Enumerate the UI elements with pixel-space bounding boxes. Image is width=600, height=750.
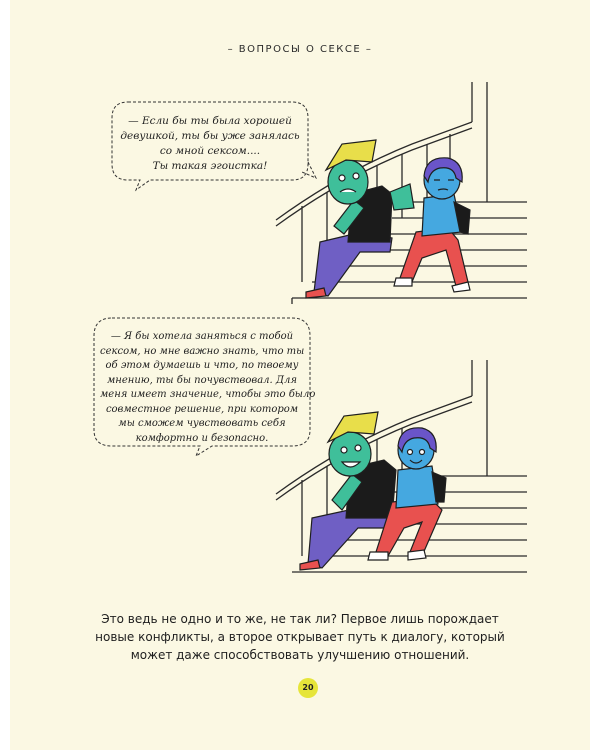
speech-line: сексом, но мне важно знать, что ты <box>100 345 305 357</box>
book-page <box>10 0 590 750</box>
speech-line: совместное решение, при котором <box>105 403 299 415</box>
speech-line: комфортно и безопасно. <box>135 432 269 444</box>
speech-line: мы сможем чувствовать себя <box>118 418 286 429</box>
speech-line: мнению, ты бы почувствовал. Для <box>106 374 298 386</box>
body-paragraph <box>70 610 530 664</box>
paragraph-line: Это ведь не одно и то же, не так ли? Первое лишь порождает <box>101 612 499 626</box>
boy-character <box>306 140 414 298</box>
speech-line: меня имеет значение, чтобы это было <box>100 389 316 400</box>
girl-character <box>394 158 470 292</box>
speech-line: девушкой, ты бы уже занялась <box>120 130 300 142</box>
speech-line: Ты такая эгоистка! <box>152 160 268 172</box>
paragraph-line: новые конфликты, а второе открывает путь к диалогу, который <box>95 630 505 644</box>
speech-line: со мной сексом.... <box>159 145 261 157</box>
speech-line: — Если бы ты была хорошей <box>128 115 292 127</box>
running-header: – ВОПРОСЫ О СЕКСЕ – <box>227 44 373 55</box>
speech-line: — Я бы хотела заняться с тобой <box>110 331 294 342</box>
illustration-hugging-couple <box>272 360 532 586</box>
illustration-arguing-couple <box>272 82 532 314</box>
page-number: 20 <box>298 678 318 698</box>
speech-line: об этом думаешь и что, по твоему <box>105 360 299 371</box>
paragraph-line: может даже способствовать улучшению отношений. <box>130 648 470 662</box>
